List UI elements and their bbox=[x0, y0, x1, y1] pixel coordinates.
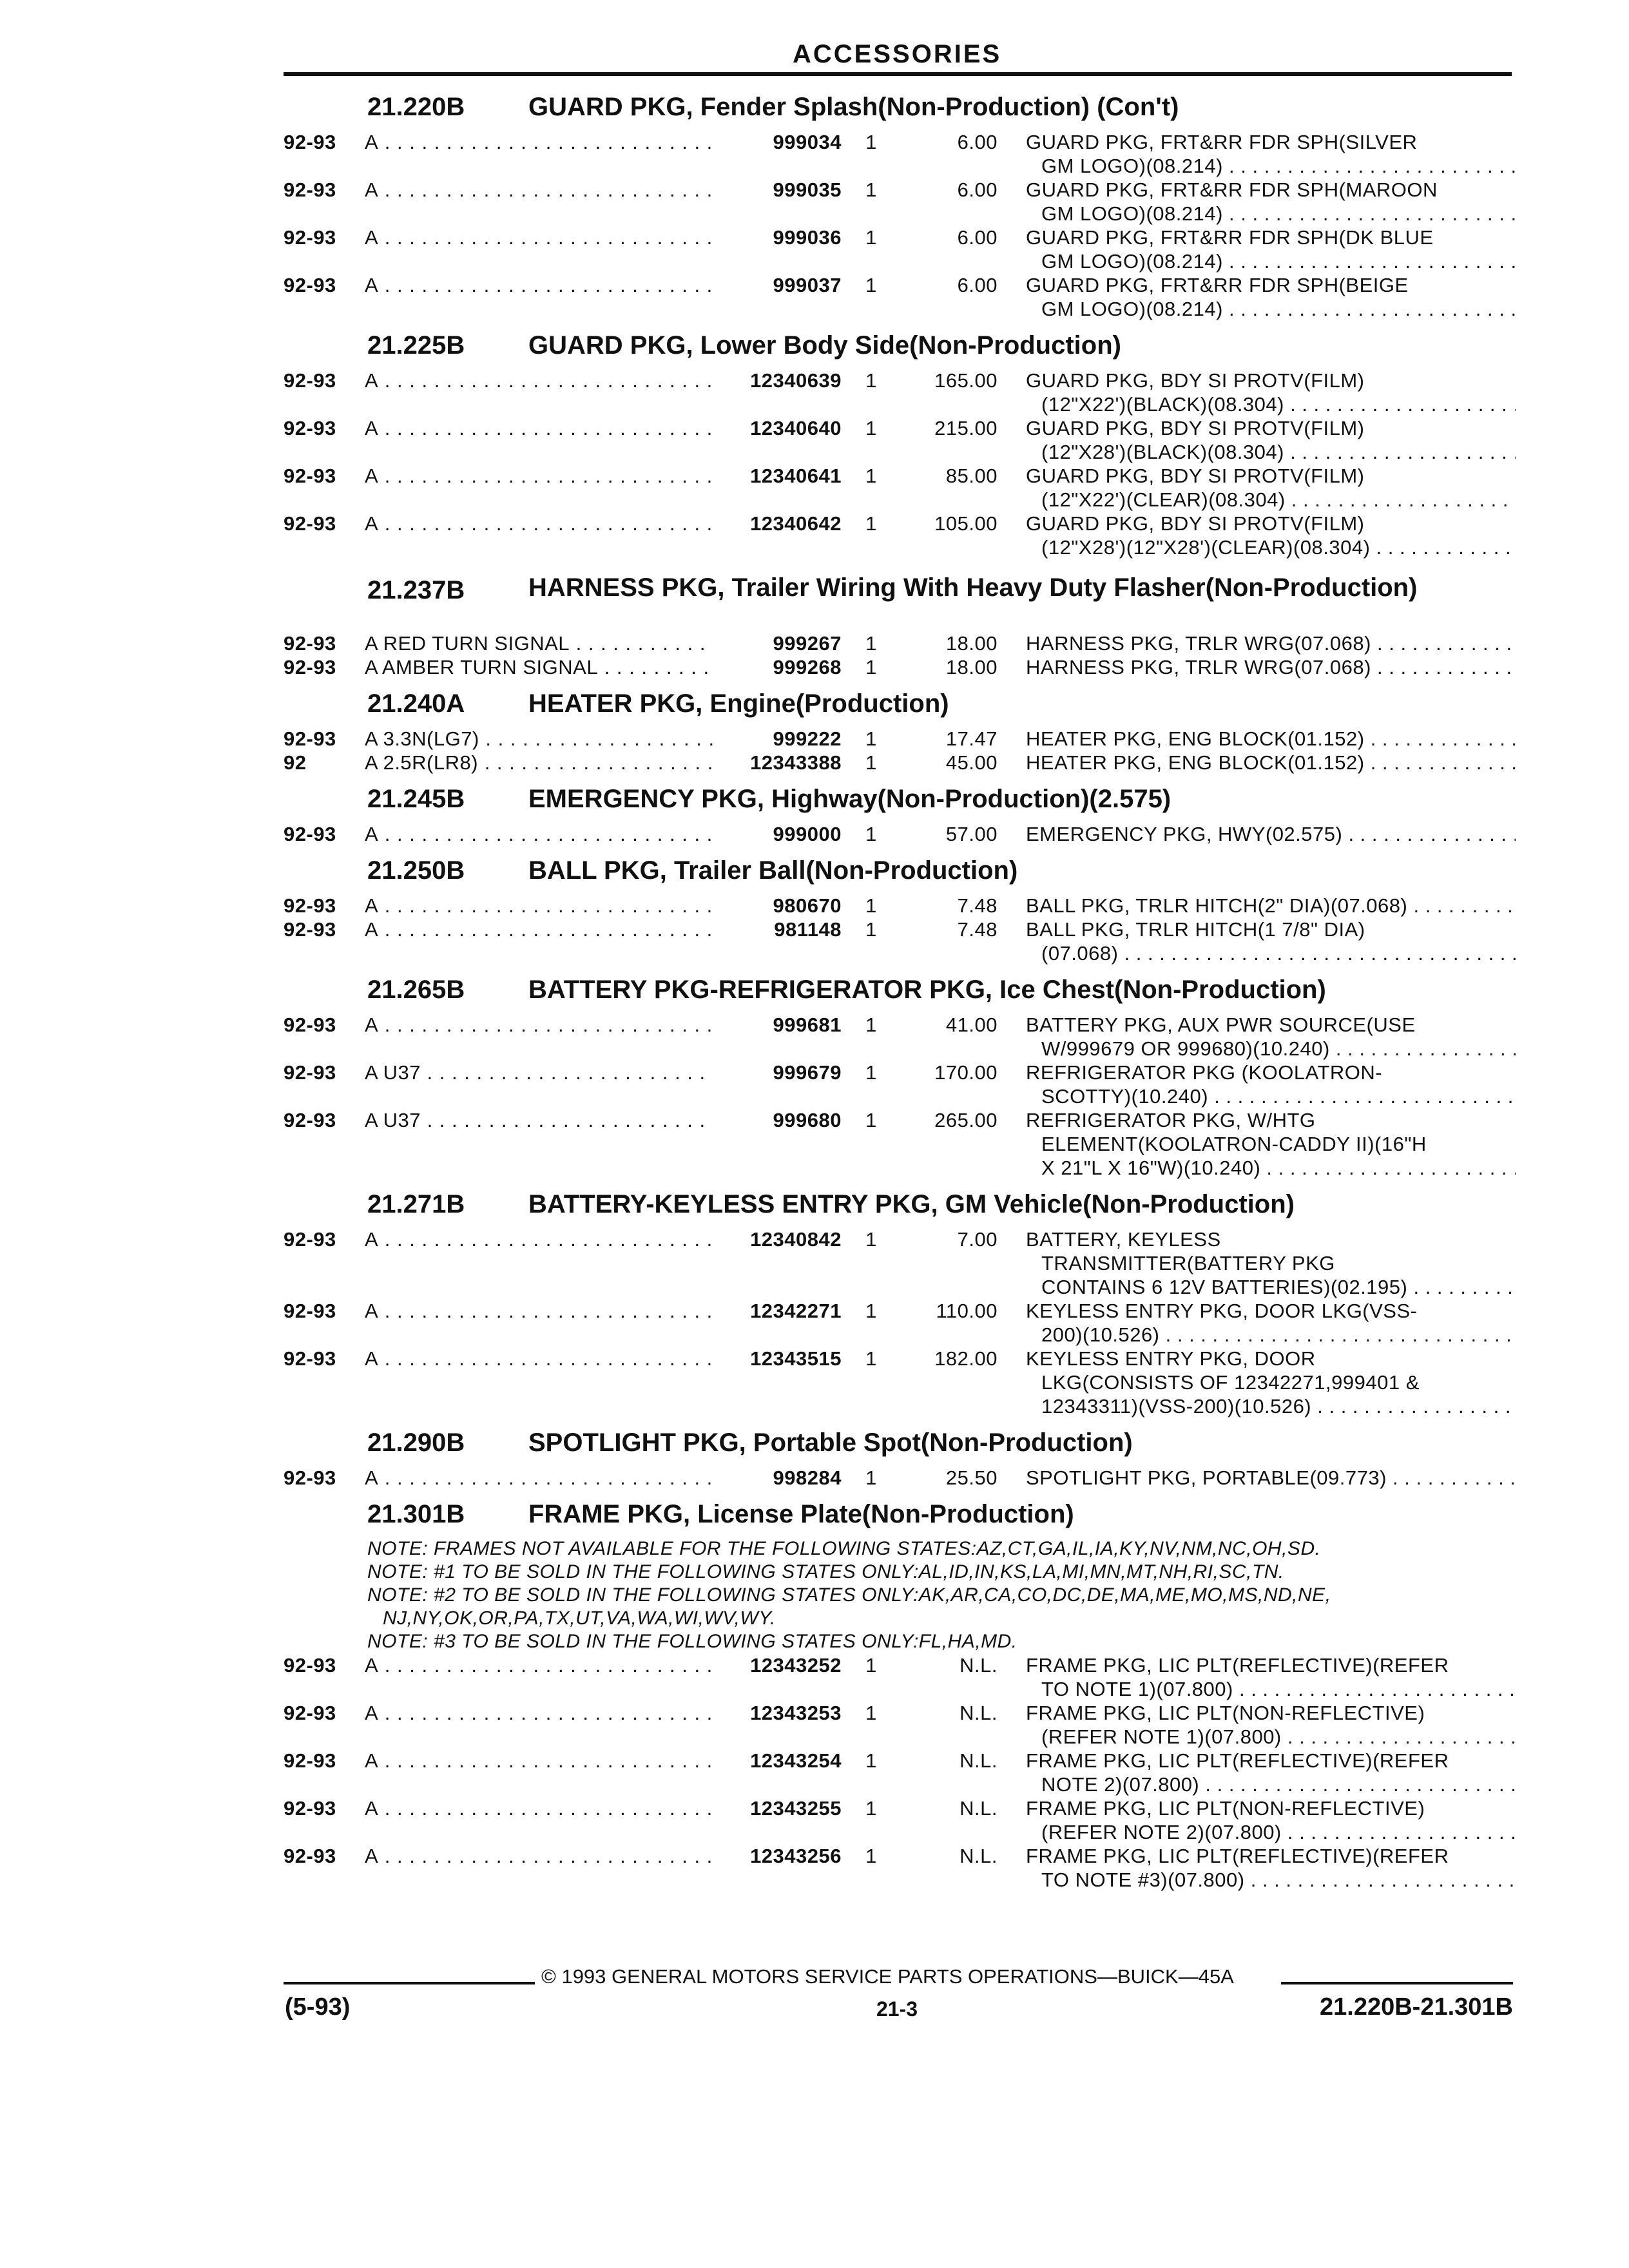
quantity: 1 bbox=[865, 1797, 877, 1820]
list-price: 7.48 bbox=[957, 894, 998, 917]
list-price: 182.00 bbox=[934, 1347, 998, 1370]
list-price: 18.00 bbox=[945, 656, 998, 678]
section-code: 21.220B bbox=[367, 93, 465, 121]
part-number: 999036 bbox=[773, 226, 842, 249]
part-number: 12343388 bbox=[750, 751, 842, 774]
quantity: 1 bbox=[865, 632, 877, 655]
part-row bbox=[284, 894, 1514, 918]
list-price: 170.00 bbox=[934, 1061, 998, 1084]
quantity: 1 bbox=[865, 1702, 877, 1724]
part-number: 999000 bbox=[773, 823, 842, 845]
model-year: 92-93 bbox=[284, 1702, 336, 1724]
quantity: 1 bbox=[865, 894, 877, 917]
quantity: 1 bbox=[865, 178, 877, 201]
quantity: 1 bbox=[865, 918, 877, 941]
section-code: 21.265B bbox=[367, 975, 465, 1004]
section-header bbox=[284, 559, 1514, 631]
model-year: 92-93 bbox=[284, 512, 336, 535]
part-description bbox=[998, 1061, 1516, 1108]
part-row bbox=[284, 751, 1514, 774]
list-price: 45.00 bbox=[945, 751, 998, 774]
part-number: 999679 bbox=[773, 1061, 842, 1084]
description-line: GM LOGO)(08.214) . . . bbox=[1026, 297, 1516, 321]
section-title: BATTERY-KEYLESS ENTRY PKG, GM Vehicle(Non-Production) bbox=[528, 1190, 1295, 1218]
section-header bbox=[284, 1418, 1514, 1466]
section-header bbox=[284, 321, 1514, 369]
model-year: 92-93 bbox=[284, 178, 336, 201]
note-line: NOTE: #2 TO BE SOLD IN THE FOLLOWING STATES ONLY:AK,AR,CA,CO,DC,DE,MA,ME,MO,MS,ND,NE, bbox=[367, 1584, 1331, 1606]
footer-section-range: 21.220B-21.301B bbox=[1320, 1994, 1513, 2021]
part-number: 999680 bbox=[773, 1109, 842, 1131]
part-number: 12340641 bbox=[750, 465, 842, 487]
part-row bbox=[284, 1347, 1514, 1418]
list-price: 17.47 bbox=[945, 727, 998, 750]
part-description bbox=[998, 1844, 1516, 1892]
part-row bbox=[284, 130, 1514, 178]
part-description bbox=[998, 1653, 1516, 1701]
part-row bbox=[284, 1844, 1514, 1892]
description-line: X 21"L X 16"W)(10.240) . . . bbox=[1026, 1156, 1516, 1180]
usage-code: A . . . bbox=[365, 1466, 713, 1490]
list-price: 105.00 bbox=[934, 512, 998, 535]
model-year: 92-93 bbox=[284, 274, 336, 296]
list-price: 18.00 bbox=[945, 632, 998, 655]
description-line: GUARD PKG, BDY SI PROTV(FILM) bbox=[1026, 512, 1365, 535]
model-year: 92-93 bbox=[284, 131, 336, 153]
footer-date: (5-93) bbox=[285, 1994, 351, 2021]
quantity: 1 bbox=[865, 512, 877, 535]
section-code: 21.225B bbox=[367, 331, 465, 360]
description-line: GUARD PKG, FRT&RR FDR SPH(BEIGE bbox=[1026, 274, 1409, 296]
model-year: 92-93 bbox=[284, 727, 336, 750]
usage-code: A . . . bbox=[365, 369, 713, 416]
section-header bbox=[284, 1490, 1514, 1537]
footer-rule-left bbox=[284, 1982, 535, 1984]
part-description bbox=[998, 894, 1516, 918]
section-code: 21.240A bbox=[367, 689, 465, 718]
usage-code: A AMBER TURN SIGNAL . . . bbox=[365, 655, 713, 679]
list-price: 6.00 bbox=[957, 178, 998, 201]
quantity: 1 bbox=[865, 1014, 877, 1036]
usage-code: A . . . bbox=[365, 1701, 713, 1749]
description-line: FRAME PKG, LIC PLT(NON-REFLECTIVE) bbox=[1026, 1702, 1425, 1724]
part-number: 12340842 bbox=[750, 1228, 842, 1251]
part-number: 12343256 bbox=[750, 1845, 842, 1867]
model-year: 92-93 bbox=[284, 1347, 336, 1370]
section-header bbox=[284, 679, 1514, 727]
usage-code: A . . . bbox=[365, 918, 713, 965]
part-description bbox=[998, 130, 1516, 178]
description-line: SPOTLIGHT PKG, PORTABLE(09.773) . . . bbox=[1026, 1466, 1516, 1490]
part-number: 12343254 bbox=[750, 1749, 842, 1772]
part-description bbox=[998, 464, 1516, 512]
usage-code: A . . . bbox=[365, 273, 713, 321]
footer-page-number: 21-3 bbox=[876, 1997, 918, 2021]
note-line: NOTE: #1 TO BE SOLD IN THE FOLLOWING STATES ONLY:AL,ID,IN,KS,LA,MI,MN,MT,NH,RI,SC,TN. bbox=[367, 1561, 1284, 1582]
part-description bbox=[998, 1466, 1516, 1490]
model-year: 92-93 bbox=[284, 1749, 336, 1772]
model-year: 92-93 bbox=[284, 1300, 336, 1322]
section-title: HARNESS PKG, Trailer Wiring With Heavy Duty Flasher(Non-Production) bbox=[528, 573, 1418, 602]
description-line: 12343311)(VSS-200)(10.526) . . . bbox=[1026, 1394, 1516, 1418]
model-year: 92-93 bbox=[284, 894, 336, 917]
description-line: (12"X28')(BLACK)(08.304) . . . bbox=[1026, 440, 1516, 464]
model-year: 92-93 bbox=[284, 226, 336, 249]
list-price: 7.48 bbox=[957, 918, 998, 941]
part-description bbox=[998, 369, 1516, 416]
part-number: 998284 bbox=[773, 1466, 842, 1489]
part-row bbox=[284, 1701, 1514, 1749]
list-price: N.L. bbox=[959, 1654, 998, 1677]
usage-code: A . . . bbox=[365, 1227, 713, 1299]
description-line: (REFER NOTE 2)(07.800) . . . bbox=[1026, 1820, 1516, 1844]
part-number: 12343255 bbox=[750, 1797, 842, 1820]
part-description bbox=[998, 1108, 1516, 1180]
section-title: BATTERY PKG-REFRIGERATOR PKG, Ice Chest(Non-Production) bbox=[528, 975, 1326, 1004]
quantity: 1 bbox=[865, 1466, 877, 1489]
usage-code: A . . . bbox=[365, 1844, 713, 1892]
part-description bbox=[998, 918, 1516, 965]
list-price: N.L. bbox=[959, 1845, 998, 1867]
section-code: 21.237B bbox=[367, 576, 465, 604]
model-year: 92-93 bbox=[284, 1228, 336, 1251]
part-row bbox=[284, 1466, 1514, 1490]
list-price: N.L. bbox=[959, 1749, 998, 1772]
section-title: EMERGENCY PKG, Highway(Non-Production)(2.575) bbox=[528, 785, 1171, 813]
part-row bbox=[284, 369, 1514, 416]
usage-code: A . . . bbox=[365, 1347, 713, 1418]
header-rule bbox=[284, 72, 1512, 76]
description-line: GUARD PKG, FRT&RR FDR SPH(MAROON bbox=[1026, 178, 1438, 201]
quantity: 1 bbox=[865, 1300, 877, 1322]
description-line: GUARD PKG, BDY SI PROTV(FILM) bbox=[1026, 465, 1365, 487]
part-description bbox=[998, 226, 1516, 273]
part-number: 999267 bbox=[773, 632, 842, 655]
description-line: HARNESS PKG, TRLR WRG(07.068) . . . bbox=[1026, 631, 1516, 655]
part-row bbox=[284, 1749, 1514, 1796]
description-line: ELEMENT(KOOLATRON-CADDY II)(16"H bbox=[1041, 1133, 1427, 1155]
section-header bbox=[284, 846, 1514, 894]
part-row bbox=[284, 273, 1514, 321]
usage-code: A 2.5R(LR8) . . . bbox=[365, 751, 713, 774]
part-number: 12342271 bbox=[750, 1300, 842, 1322]
quantity: 1 bbox=[865, 1109, 877, 1131]
section-header bbox=[284, 965, 1514, 1013]
part-row bbox=[284, 1061, 1514, 1108]
part-row bbox=[284, 226, 1514, 273]
description-line: FRAME PKG, LIC PLT(REFLECTIVE)(REFER bbox=[1026, 1749, 1449, 1772]
usage-code: A . . . bbox=[365, 1299, 713, 1347]
quantity: 1 bbox=[865, 1654, 877, 1677]
quantity: 1 bbox=[865, 369, 877, 392]
model-year: 92-93 bbox=[284, 1014, 336, 1036]
description-line: NOTE 2)(07.800) . . . bbox=[1026, 1773, 1516, 1796]
part-number: 980670 bbox=[773, 894, 842, 917]
part-number: 12343515 bbox=[750, 1347, 842, 1370]
description-line: GUARD PKG, BDY SI PROTV(FILM) bbox=[1026, 369, 1365, 392]
part-description bbox=[998, 1299, 1516, 1347]
description-line: GUARD PKG, BDY SI PROTV(FILM) bbox=[1026, 417, 1365, 439]
part-description bbox=[998, 1013, 1516, 1061]
model-year: 92-93 bbox=[284, 1109, 336, 1131]
list-price: 110.00 bbox=[936, 1300, 998, 1322]
usage-code: A . . . bbox=[365, 226, 713, 273]
note-line: NOTE: FRAMES NOT AVAILABLE FOR THE FOLLOWING STATES:AZ,CT,GA,IL,IA,KY,NV,NM,NC,OH,SD. bbox=[367, 1538, 1321, 1559]
usage-code: A . . . bbox=[365, 416, 713, 464]
part-number: 999681 bbox=[773, 1014, 842, 1036]
description-line: REFRIGERATOR PKG (KOOLATRON- bbox=[1026, 1061, 1383, 1084]
list-price: 25.50 bbox=[945, 1466, 998, 1489]
list-price: 165.00 bbox=[934, 369, 998, 392]
usage-code: A . . . bbox=[365, 464, 713, 512]
usage-code: A . . . bbox=[365, 178, 713, 226]
description-line: KEYLESS ENTRY PKG, DOOR LKG(VSS- bbox=[1026, 1300, 1418, 1322]
part-number: 12340642 bbox=[750, 512, 842, 535]
section-code: 21.301B bbox=[367, 1500, 465, 1528]
description-line: TO NOTE #3)(07.800) . . . bbox=[1026, 1868, 1516, 1892]
description-line: REFRIGERATOR PKG, W/HTG bbox=[1026, 1109, 1316, 1131]
quantity: 1 bbox=[865, 274, 877, 296]
section-header bbox=[284, 82, 1514, 130]
part-row bbox=[284, 464, 1514, 512]
part-description bbox=[998, 655, 1516, 679]
description-line: HARNESS PKG, TRLR WRG(07.068) . . . bbox=[1026, 655, 1516, 679]
section-code: 21.250B bbox=[367, 856, 465, 885]
usage-code: A . . . bbox=[365, 822, 713, 846]
list-price: 7.00 bbox=[957, 1228, 998, 1251]
footer-copyright: © 1993 GENERAL MOTORS SERVICE PARTS OPERATIONS—BUICK—45A bbox=[541, 1965, 1234, 1988]
part-number: 12343252 bbox=[750, 1654, 842, 1677]
section-code: 21.245B bbox=[367, 785, 465, 813]
model-year: 92-93 bbox=[284, 1654, 336, 1677]
part-row bbox=[284, 1796, 1514, 1844]
section-title: GUARD PKG, Lower Body Side(Non-Production) bbox=[528, 331, 1121, 360]
model-year: 92-93 bbox=[284, 1466, 336, 1489]
list-price: 215.00 bbox=[934, 417, 998, 439]
quantity: 1 bbox=[865, 1228, 877, 1251]
quantity: 1 bbox=[865, 1749, 877, 1772]
quantity: 1 bbox=[865, 226, 877, 249]
usage-code: A U37 . . . bbox=[365, 1061, 713, 1108]
part-row bbox=[284, 1227, 1514, 1299]
part-number: 12343253 bbox=[750, 1702, 842, 1724]
description-line: BALL PKG, TRLR HITCH(2" DIA)(07.068) . . . bbox=[1026, 894, 1516, 918]
usage-code: A U37 . . . bbox=[365, 1108, 713, 1180]
usage-code: A . . . bbox=[365, 1749, 713, 1796]
list-price: 6.00 bbox=[957, 274, 998, 296]
description-line: (12"X22')(BLACK)(08.304) . . . bbox=[1026, 392, 1516, 416]
usage-code: A . . . bbox=[365, 1796, 713, 1844]
description-line: HEATER PKG, ENG BLOCK(01.152) . . . bbox=[1026, 727, 1516, 751]
description-line: BALL PKG, TRLR HITCH(1 7/8" DIA) bbox=[1026, 918, 1365, 941]
model-year: 92-93 bbox=[284, 823, 336, 845]
section-title: SPOTLIGHT PKG, Portable Spot(Non-Production) bbox=[528, 1428, 1133, 1457]
description-line: EMERGENCY PKG, HWY(02.575) . . . bbox=[1026, 822, 1516, 846]
page-title: ACCESSORIES bbox=[793, 40, 1002, 68]
description-line: (12"X22')(CLEAR)(08.304) . . . bbox=[1026, 488, 1516, 512]
quantity: 1 bbox=[865, 465, 877, 487]
part-description bbox=[998, 1749, 1516, 1796]
part-row bbox=[284, 918, 1514, 965]
list-price: 41.00 bbox=[945, 1014, 998, 1036]
list-price: 57.00 bbox=[945, 823, 998, 845]
model-year: 92-93 bbox=[284, 1845, 336, 1867]
model-year: 92-93 bbox=[284, 1797, 336, 1820]
list-price: N.L. bbox=[959, 1797, 998, 1820]
section-title: HEATER PKG, Engine(Production) bbox=[528, 689, 949, 718]
section-title: BALL PKG, Trailer Ball(Non-Production) bbox=[528, 856, 1018, 885]
model-year: 92-93 bbox=[284, 632, 336, 655]
model-year: 92-93 bbox=[284, 465, 336, 487]
part-row bbox=[284, 512, 1514, 559]
description-line: FRAME PKG, LIC PLT(REFLECTIVE)(REFER bbox=[1026, 1845, 1449, 1867]
quantity: 1 bbox=[865, 751, 877, 774]
part-row bbox=[284, 655, 1514, 679]
part-number: 999034 bbox=[773, 131, 842, 153]
section-code: 21.290B bbox=[367, 1428, 465, 1457]
model-year: 92-93 bbox=[284, 417, 336, 439]
quantity: 1 bbox=[865, 823, 877, 845]
part-number: 999222 bbox=[773, 727, 842, 750]
part-number: 12340639 bbox=[750, 369, 842, 392]
list-price: 6.00 bbox=[957, 131, 998, 153]
part-row bbox=[284, 416, 1514, 464]
list-price: 85.00 bbox=[945, 465, 998, 487]
usage-code: A . . . bbox=[365, 894, 713, 918]
description-line: BATTERY PKG, AUX PWR SOURCE(USE bbox=[1026, 1014, 1416, 1036]
usage-code: A . . . bbox=[365, 130, 713, 178]
usage-code: A RED TURN SIGNAL . . . bbox=[365, 631, 713, 655]
part-description bbox=[998, 1796, 1516, 1844]
quantity: 1 bbox=[865, 131, 877, 153]
description-line: SCOTTY)(10.240) . . . bbox=[1026, 1084, 1516, 1108]
part-row bbox=[284, 822, 1514, 846]
description-line: FRAME PKG, LIC PLT(REFLECTIVE)(REFER bbox=[1026, 1654, 1449, 1677]
section-code: 21.271B bbox=[367, 1190, 465, 1218]
description-line: CONTAINS 6 12V BATTERIES)(02.195) . . . bbox=[1026, 1275, 1516, 1299]
quantity: 1 bbox=[865, 1845, 877, 1867]
part-number: 999035 bbox=[773, 178, 842, 201]
part-description bbox=[998, 631, 1516, 655]
list-price: 6.00 bbox=[957, 226, 998, 249]
part-description bbox=[998, 416, 1516, 464]
quantity: 1 bbox=[865, 727, 877, 750]
usage-code: A . . . bbox=[365, 1653, 713, 1701]
description-line: FRAME PKG, LIC PLT(NON-REFLECTIVE) bbox=[1026, 1797, 1425, 1820]
quantity: 1 bbox=[865, 1061, 877, 1084]
description-line: (12"X28')(12"X28')(CLEAR)(08.304) . . . bbox=[1026, 535, 1516, 559]
model-year: 92-93 bbox=[284, 918, 336, 941]
description-line: 200)(10.526) . . . bbox=[1026, 1323, 1516, 1347]
description-line: BATTERY, KEYLESS bbox=[1026, 1228, 1221, 1251]
part-description bbox=[998, 178, 1516, 226]
description-line: TO NOTE 1)(07.800) . . . bbox=[1026, 1677, 1516, 1701]
section-header bbox=[284, 1180, 1514, 1227]
description-line: (07.068) . . . bbox=[1026, 941, 1516, 965]
part-row bbox=[284, 178, 1514, 226]
section-header bbox=[284, 774, 1514, 822]
part-description bbox=[998, 512, 1516, 559]
part-row bbox=[284, 1653, 1514, 1701]
description-line: GM LOGO)(08.214) . . . bbox=[1026, 154, 1516, 178]
description-line: GUARD PKG, FRT&RR FDR SPH(DK BLUE bbox=[1026, 226, 1434, 249]
part-description bbox=[998, 822, 1516, 846]
part-number: 999268 bbox=[773, 656, 842, 678]
model-year: 92-93 bbox=[284, 1061, 336, 1084]
model-year: 92 bbox=[284, 751, 307, 774]
part-description bbox=[998, 1347, 1516, 1418]
usage-code: A 3.3N(LG7) . . . bbox=[365, 727, 713, 751]
part-row bbox=[284, 1013, 1514, 1061]
part-number: 12340640 bbox=[750, 417, 842, 439]
part-row bbox=[284, 631, 1514, 655]
part-number: 981148 bbox=[774, 918, 842, 941]
part-description bbox=[998, 751, 1516, 774]
description-line: (REFER NOTE 1)(07.800) . . . bbox=[1026, 1725, 1516, 1749]
section-title: GUARD PKG, Fender Splash(Non-Production) (Con't) bbox=[528, 93, 1179, 121]
description-line: GM LOGO)(08.214) . . . bbox=[1026, 249, 1516, 273]
model-year: 92-93 bbox=[284, 656, 336, 678]
description-line: GM LOGO)(08.214) . . . bbox=[1026, 202, 1516, 226]
section-title: FRAME PKG, License Plate(Non-Production) bbox=[528, 1500, 1074, 1528]
usage-code: A . . . bbox=[365, 1013, 713, 1061]
footer-rule-right bbox=[1281, 1982, 1513, 1984]
quantity: 1 bbox=[865, 1347, 877, 1370]
quantity: 1 bbox=[865, 417, 877, 439]
part-description bbox=[998, 1227, 1516, 1299]
description-line: LKG(CONSISTS OF 12342271,999401 & bbox=[1041, 1371, 1420, 1394]
section-notes bbox=[284, 1537, 1514, 1653]
part-description bbox=[998, 273, 1516, 321]
description-line: HEATER PKG, ENG BLOCK(01.152) . . . bbox=[1026, 751, 1516, 774]
note-line: NOTE: #3 TO BE SOLD IN THE FOLLOWING STATES ONLY:FL,HA,MD. bbox=[367, 1631, 1017, 1652]
description-line: W/999679 OR 999680)(10.240) . . . bbox=[1026, 1037, 1516, 1061]
description-line: KEYLESS ENTRY PKG, DOOR bbox=[1026, 1347, 1316, 1370]
parts-catalog-body bbox=[284, 82, 1514, 1892]
quantity: 1 bbox=[865, 656, 877, 678]
usage-code: A . . . bbox=[365, 512, 713, 559]
description-line: GUARD PKG, FRT&RR FDR SPH(SILVER bbox=[1026, 131, 1418, 153]
description-line: TRANSMITTER(BATTERY PKG bbox=[1041, 1252, 1335, 1274]
model-year: 92-93 bbox=[284, 369, 336, 392]
part-row bbox=[284, 1299, 1514, 1347]
part-description bbox=[998, 727, 1516, 751]
part-number: 999037 bbox=[773, 274, 842, 296]
part-description bbox=[998, 1701, 1516, 1749]
part-row bbox=[284, 727, 1514, 751]
part-row bbox=[284, 1108, 1514, 1180]
list-price: 265.00 bbox=[934, 1109, 998, 1131]
list-price: N.L. bbox=[959, 1702, 998, 1724]
note-line: NJ,NY,OK,OR,PA,TX,UT,VA,WA,WI,WV,WY. bbox=[383, 1608, 776, 1629]
